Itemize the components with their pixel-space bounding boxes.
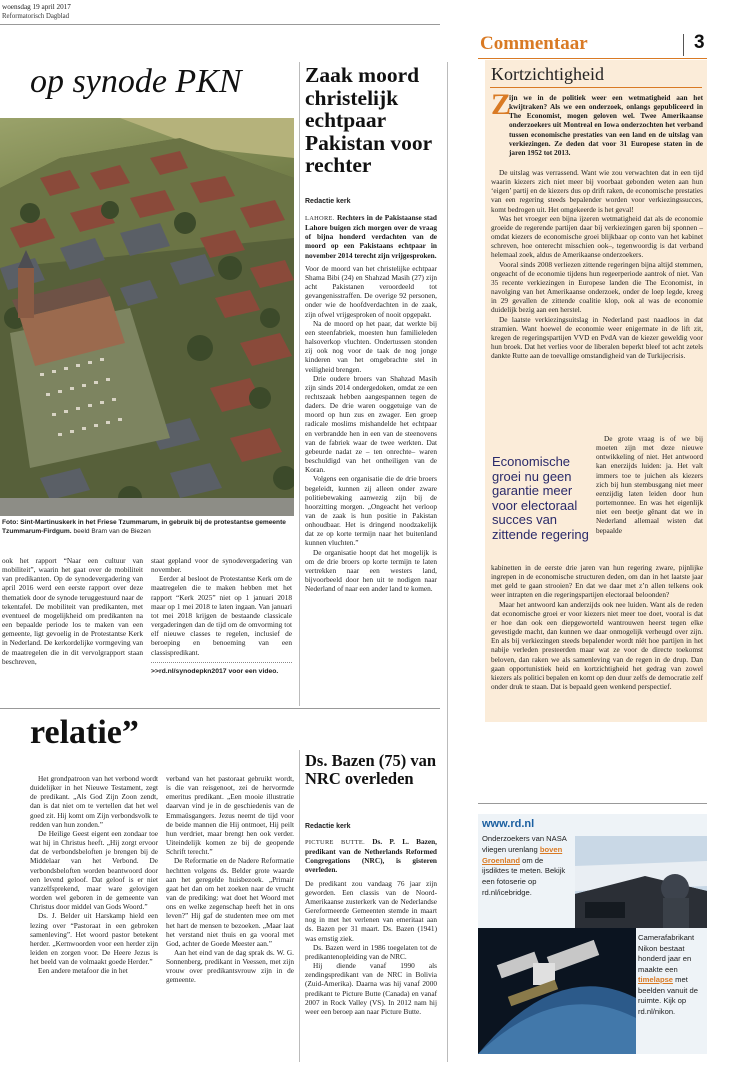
commentary-paragraph: Maar het antwoord kan anderzijds ook nee luiden. Want als de reden dat economische groei er voor kiezers niet meer toe doet, vooral is dat er hoe dan ook een diepgeworteld wantrouwen heerst tegen elke gevestigde macht, dan kunnen we daar onmogelijk verheugd over zijn. En als bij verkiezingen steeds bepalender wordt níét hoe partijen in het nabije verleden presteerden maar wat ze voor de directe toekomst beloven, dan raken we als samenleving van de regen in de drup. Dan gaan opportunistiek heid en kortzichtigheid het gedrag van zowel kiezers als politici bepalen en komt op den duur zelfs de democratie zelf onder druk te staan. Dat is bepaald geen wenkend perspectief. (491, 599, 703, 692)
commentary-paragraph: De laatste verkiezingsuitslag in Nederland past naadloos in dat stramien. Want hoewel de economie weer enigermate in de lift zit, kregen de regeringspartijen VVD en PvdA van de kiezer geweldig voor hun broek. Dat het verlies voor de liberalen beperkt bleef tot acht zetels dankte Rutte aan de toevallige omstandigheid van de Turkijecrisis. (491, 314, 703, 361)
pakistan-byline: Redactie kerk (305, 198, 351, 205)
space-illustration (478, 928, 636, 1054)
video-link-box (151, 662, 292, 676)
synod-paragraph: Eerder al besloot de Protestantse Kerk om de maatregelen die te maken hebben met het rapport “Kerk 2025” niet op 1 januari 2018 maar op 1 mei 2018 te laten ingaan. Van januari tot mei 2018 krijgen de bestaande classicale vergaderingen dan de tijd om de omvorming tot elf nieuwe classes te regelen, inclusief de beroeping en benoeming van een classispredikant. (151, 574, 292, 657)
relatie-paragraph: Ds. J. Belder uit Harskamp hield een lezing over “Pastoraat in een gebroken samenleving”. Het woord pastor betekent herder. „Kernwoorden voor een herder zijn leiden en zorgen voor. De Heere Jezus is het beeld van de volmaakt goede Herder.” (30, 911, 158, 967)
bazen-body (305, 837, 437, 1016)
commentary-paragraph: Vooral sinds 2008 verliezen zittende regeringen bijna altijd stemmen, ongeacht of de economie tijdens hun regeerperiode aantrok of niet. Van 35 recente verkiezingen in Europese landen die The Economist, in navolging van het Amerikaanse onderzoek, onder de loep legde, kreeg in 29 gevallen de zittende coalitie klop, ook al was de economie duidelijk bezig aan een herstel. (491, 259, 703, 315)
relatie-paragraph: De Heilige Geest eigent een zondaar toe wat hij in Christus heeft. „Hij zorgt ervoor dat de verbondsbeloften je brengen bij de Middelaar van het Verbond. De verbondsbeloften worden beantwoord door een levend geloof. Dat geloof is er niet vanzelfsprekend, maar ware gelovigen worden wel geboren in de gemeente van Christus door middel van Gods Woord.” (30, 828, 158, 912)
rd-text: om de ijsdiktes te meten. Bekijk een fotoserie op rd.nl/icebridge. (482, 855, 566, 897)
aerial-village-illustration (0, 118, 294, 516)
pakistan-body (305, 213, 437, 593)
section-label-commentaar: Commentaar (480, 33, 588, 54)
commentary-lead: ijn we in de politiek weer een wetmatigheid aan het kwijtraken? Als we een onderzoek, onlangs gepubliceerd in The Economist, mogen geloven wel. Twee Amerikaanse onderzoekers uit Montreal en Iowa onderzochten het verband tussen economische prestaties van een land en de uitslag van verkiezingen. Ze deden dat voor 31 Europese staten in de jaren 1952 tot 2013. (509, 93, 703, 157)
relatie-heading: relatie” (30, 714, 139, 751)
bazen-paragraph: Hij diende vanaf 1990 als zendingspredikant van de NRC in Bolivia (Zuid-Amerika). Daarna was hij vanaf 2000 predikant te Picture Butte (Canada) en vanaf 2007 in Rock Valley (VS). In 2012 nam hij weer een beroep aan naar Picture Butte. (305, 961, 437, 1016)
photo-caption-text: Foto: Sint-Martinuskerk in het Friese Tzummarum, in gebruik bij de protestantse gemeente Tzummarum-Firdgum. (2, 519, 286, 535)
column-divider (299, 750, 300, 1062)
rd-website-label[interactable]: www.rd.nl (482, 818, 535, 830)
space-station-photo (478, 928, 636, 1054)
synod-column-1 (2, 556, 143, 666)
commentary-title: Kortzichtigheid (491, 64, 604, 84)
page-number: 3 (694, 32, 705, 53)
bazen-dateline: PICTURE BUTTE. (305, 839, 366, 846)
link-boven-groenland[interactable]: boven Groenland (482, 844, 563, 865)
bazen-headline: Ds. Bazen (75) van NRC overleden (305, 751, 437, 788)
commentary-title-rule (490, 87, 702, 88)
relatie-column-1 (30, 774, 158, 975)
cockpit-illustration (575, 836, 707, 928)
rd-text: Camerafabrikant Nikon bestaat honderd jaar en maakte een (638, 933, 695, 974)
commentary-paragraph: kabinetten in de eerste drie jaren van hun regering zware, pijnlijke ingrepen in de economische structuren deden, om dan in het laatste jaar met geld te gaan strooien? En dat we daar met z’n allen telkens ook weer intrapten en die regeringspartijen electoraal beloonden? (491, 563, 703, 600)
pakistan-paragraph: Na de moord op het paar, dat werkte bij een steenfabriek, moesten hun familieleden halsoverkop vluchten. Ondertussen stonden zij ook nog voor de taak de nog jonge kinderen van het omgebrachte stel in veiligheid brengen. (305, 318, 437, 374)
pakistan-headline: Zaak moord christelijk echtpaar Pakistan voor rechter (305, 63, 432, 177)
church-aerial-photo (0, 118, 294, 516)
column-divider (447, 62, 448, 1062)
relatie-paragraph: De Reformatie en de Nadere Reformatie hechtten volgens ds. Belder grote waarde aan het geregelde huisbezoek. „Primair gaat het dan om het zoeken naar de vrucht van de prediking: wat doet het Woord met ons en welke zegenschap heeft het in ons leven?” Hij gaf de studenten mee om met het hart de mensen te bezoeken. „Maar laat het verstand niet thuis en ga vooral met God, achter de Goede Meester aan.” (166, 856, 294, 948)
rd-box-rule (478, 803, 707, 804)
bazen-lead: Ds. P. L. Bazen, predikant van de Netherlands Reformed Congregations (NRC), is gisteren overleden. (305, 837, 437, 875)
synod-paragraph: ook het rapport “Naar een cultuur van mobiliteit”, waarin het gaat over de mobiliteit van predikanten. Op de synodevergadering van april 2016 werd een eerste rapport over deze thematiek door de synode teruggestuurd naar de tekentafel. De mobiliteit van predikanten, met eventueel de mogelijkheid om predikanten na een bepaalde periode los te maken van een gemeente, ligt gevoelig in de Protestantse Kerk in Nederland. De kerkordelijke vormgeving van de maatregelen die in dit vervolgrapport staan beschreven, (2, 556, 143, 666)
link-timelapse[interactable]: timelapse (638, 975, 674, 984)
relatie-paragraph: Het grondpatroon van het verbond wordt duidelijker in het Nieuwe Testament, zegt de predikant. „Als God Zijn Zoon zendt, dan is dat niet om te vertellen dat het wel goed zit. Hij komt om Zijn verbondsvolk te redden van hun zonden.” (30, 774, 158, 829)
bazen-paragraph: De predikant zou vandaag 76 jaar zijn geworden. Een classis van de Noord-Amerikaanse zusterkerk van de Nederlandse Gereformeerde Gemeenten stemde in maart nog in met het verlenen van emeritaat aan ds. Bazen per 31 maart. Ds. Bazen (1941) was ernstig ziek. (305, 878, 437, 943)
relatie-column-2 (166, 774, 294, 985)
photo-credit: beeld Bram van de Biezen (73, 527, 151, 535)
pakistan-paragraph: Voor de moord van het christelijke echtpaar Shama Bibi (24) en Shahzad Masih (27) zijn acht Pakistanen veroordeeld tot gevangenisstraffen. De overige 92 personen, onder wie de hoofdverdachten in de zaak, zijn ofwel vrijgesproken of nooit opgepakt. (305, 263, 437, 319)
pakistan-paragraph: Volgens een organisatie die de drie broers begeleidt, kunnen zij alleen onder zware politiebewaking aanwezig zijn bij de hoorzitting morgen. „Ongeacht het verloop van de zaak is hun positie in Pakistan onhoudbaar. Het is dringend noodzakelijk dat ze op korte termijn naar het buitenland kunnen vluchten.” (305, 474, 437, 548)
commentary-narrow-column (596, 434, 703, 535)
section-divider (0, 708, 440, 709)
commentary-top-rule (478, 58, 707, 59)
commentary-body (491, 93, 703, 157)
pakistan-paragraph: De organisatie hoopt dat het mogelijk is om de drie broers op korte termijn te laten vertrekken naar een westers land, bijvoorbeeld door hen uit te nodigen naar Nederland of naar een ander land te komen. (305, 547, 437, 594)
relatie-paragraph: Een andere metafoor die in het (38, 966, 128, 976)
commentary-paragraph: De grote vraag is of we bij moeten zijn met deze nieuwe ontwikkeling of niet. Het antwoord kan enerzijds luiden: ja. Het valt immers toe te juichen als kiezers zich bij hun stembusgang niet meer eenzijdig laten leiden door hun portemonnee. En was het eigenlijk niet een beetje gênant dat we in Nederland allemaal wisten dat bepaalde (596, 434, 703, 535)
synod-column-2 (151, 556, 292, 676)
relatie-paragraph: Aan het eind van de dag sprak ds. W. G. Sonnenberg, predikant in Veessen, met zijn vrouw over predikantsvrouw zijn in de gemeente. (166, 947, 294, 985)
rd-nikon-text (638, 933, 706, 1017)
pakistan-lead: Rechters in de Pakistaanse stad Lahore buigen zich morgen over de vraag of bijna honderd verdachten van de moord op een Pakistaans echtpaar in november 2014 terecht zijn vrijgesproken. (305, 213, 437, 260)
commentary-body-main (491, 168, 703, 360)
nasa-cockpit-photo (575, 836, 707, 928)
pakistan-paragraph: Drie oudere broers van Shahzad Masih zijn sinds 2014 ondergedoken, omdat ze een rechtszaak hebben aangespannen tegen de daders. De drie waren ooggetuige van de moord op hun zus en zwager. Een groep radicale moslims mishandelde het echtpaar en verbrandde hen in een van de steenovens van de fabriek waar de twee werkten. Dat gebeurde nadat ze – ten onrechte– waren beschuldigd van het ontheiligen van de Koran. (305, 373, 437, 475)
bazen-byline: Redactie kerk (305, 823, 351, 830)
rd-text: met beelden vanuit de ruimte. Kijk op rd.nl/nikon. (638, 975, 698, 1016)
relatie-paragraph: verband van het pastoraat gebruikt wordt, is die van reisgenoot, zei de hervormde emeritus predikant. „Een mooie illustratie daarvan vind je in de geschiedenis van de Emmaüsgangers. Jezus neemt de tijd voor de beide mannen die Hij ontmoet, Hij peilt hun verdriet, maar brengt hen ook verder. Uiteindelijk komen ze bij de geopende Schrift terecht.” (166, 774, 294, 857)
synod-paragraph: staat gepland voor de synodevergadering van november. (151, 556, 292, 575)
photo-caption (2, 519, 292, 536)
rd-icebridge-text (482, 834, 572, 899)
newspaper-name: Reformatorisch Dagblad (2, 13, 70, 20)
bazen-paragraph: Ds. Bazen werd in 1986 toegelaten tot de predikantenopleiding van de NRC. (305, 942, 437, 961)
page-number-divider (683, 34, 684, 56)
synod-video-link[interactable]: >>rd.nl/synodepkn2017 voor een video. (151, 667, 279, 675)
pakistan-dateline: LAHORE. (305, 215, 335, 222)
header-divider (0, 24, 440, 25)
column-divider (299, 62, 300, 706)
commentary-body-end (491, 563, 703, 691)
commentary-paragraph: Was het vroeger een bijna ijzeren wetmatigheid dat als de economie groeide de regerende partijen daar bij verkiezingen garen bij sponnen –omdat kiezers de economische groei blijkbaar op conto van het kabinet schreven, hoe onterecht misschien ook–, tegenwoordig is dat verband helemaal zoek, aldus de Amerikaanse onderzoekers. (491, 213, 703, 260)
commentary-dropcap: Z (491, 88, 512, 121)
synod-article-heading: op synode PKN (30, 63, 242, 100)
rd-text: Onderzoekers van NASA vliegen urenlang (482, 834, 567, 854)
commentary-paragraph: De uitslag was verrassend. Want wie zou verwachten dat in een tijd waarin kiezers zich niet meer bij voorbaat gebonden weten aan hun ‘eigen’ partij en de kiezers dus op drift raken, de economische prestaties van een regering steeds bepalender worden voor verkiezingssucces, komt bedrogen uit. Het omgekeerde is het geval! (491, 168, 703, 214)
issue-date: woensdag 19 april 2017 (2, 3, 71, 11)
commentary-pull-quote: Economische groei nu geen garantie meer voor electoraal succes van zittende regering (492, 454, 589, 542)
